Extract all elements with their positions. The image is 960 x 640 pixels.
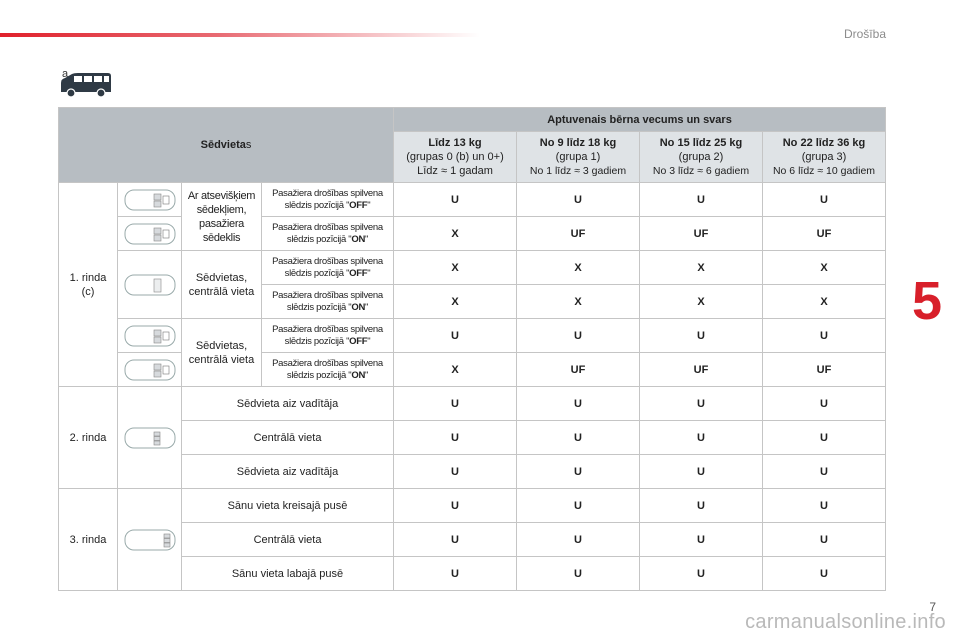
table-cell: U [394,557,517,591]
table-cell: UF [517,353,640,387]
row2-label: 2. rinda [59,387,118,489]
table-cell: U [763,421,886,455]
table-cell: U [763,183,886,217]
table-cell: X [640,251,763,285]
table-cell: U [394,387,517,421]
airbag-on-condition: Pasažiera drošības spilvena slēdzis pozīcijā "ON" [262,217,394,251]
table-cell: U [763,523,886,557]
seat-diagram [118,183,182,217]
table-cell: X [394,251,517,285]
table-cell: X [394,217,517,251]
seat-off-icon [124,323,176,349]
table-cell: U [394,183,517,217]
table-cell: U [517,183,640,217]
row3-label: 3. rinda [59,489,118,591]
seat-off-icon [124,187,176,213]
seat-diagram [118,217,182,251]
seat-on-icon [124,357,176,383]
table-cell: U [640,557,763,591]
watermark: carmanualsonline.info [745,611,946,633]
table-cell: U [640,455,763,489]
table-cell: U [517,455,640,489]
table-cell: UF [517,217,640,251]
seat-diagram [118,251,182,319]
seat-header: Sēdvietas [59,108,394,183]
row1-label: 1. rinda (c) [59,183,118,387]
table-cell: U [640,523,763,557]
table-cell: X [763,285,886,319]
seat-position-label: Centrālā vieta [182,523,394,557]
table-cell: U [640,421,763,455]
table-cell: U [517,319,640,353]
airbag-on-condition: Pasažiera drošības spilvena slēdzis pozīcijā "ON" [262,285,394,319]
group-header: Līdz 13 kg (grupas 0 (b) un 0+) Līdz ≈ 1 gadam [394,132,517,183]
table-cell: U [394,523,517,557]
seat-diagram [118,387,182,489]
bench-seat-icon [124,272,176,298]
table-cell: UF [640,217,763,251]
table-cell: U [517,557,640,591]
seat-diagram [118,489,182,591]
seat-position-label: Ar atsevišķiem sēdekļiem, pasažiera sēdeklis [182,183,262,251]
seat-diagram [118,353,182,387]
seat-position-label: Sēdvietas, centrālā vieta [182,319,262,387]
table-cell: X [394,285,517,319]
table-cell: X [394,353,517,387]
table-cell: U [394,489,517,523]
section-title: Drošība [843,27,886,41]
seat-position-label: Sānu vieta labajā pusē [182,557,394,591]
group-header: No 15 līdz 25 kg (grupa 2) No 3 līdz ≈ 6 gadiem [640,132,763,183]
table-cell: U [640,319,763,353]
chapter-number: 5 [911,271,942,331]
age-header: Aptuvenais bērna vecums un svars [394,108,886,132]
seat-position-label: Sēdvieta aiz vadītāja [182,455,394,489]
airbag-off-condition: Pasažiera drošības spilvena slēdzis pozīcijā "OFF" [262,183,394,217]
group-header: No 9 līdz 18 kg (grupa 1) No 1 līdz ≈ 3 gadiem [517,132,640,183]
table-cell: U [517,387,640,421]
table-cell: U [763,319,886,353]
table-cell: U [394,455,517,489]
page-number: 7 [929,600,936,614]
table-cell: X [640,285,763,319]
table-cell: U [763,455,886,489]
airbag-off-condition: Pasažiera drošības spilvena slēdzis pozīcijā "OFF" [262,251,394,285]
table-cell: U [517,489,640,523]
table-cell: U [517,421,640,455]
child-seat-table [58,107,886,591]
table-cell: UF [640,353,763,387]
seat-position-label: Centrālā vieta [182,421,394,455]
row3-seat-icon [124,527,176,553]
group-header: No 22 līdz 36 kg (grupa 3) No 6 līdz ≈ 10 gadiem [763,132,886,183]
van-icon [58,70,114,100]
table-cell: U [394,319,517,353]
seat-position-label: Sānu vieta kreisajā pusē [182,489,394,523]
seat-position-label: Sēdvietas, centrālā vieta [182,251,262,319]
table-cell: U [763,489,886,523]
seat-position-label: Sēdvieta aiz vadītāja [182,387,394,421]
seat-on-icon [124,221,176,247]
vehicle-label: a [62,68,69,80]
airbag-off-condition: Pasažiera drošības spilvena slēdzis pozīcijā "OFF" [262,319,394,353]
airbag-on-condition: Pasažiera drošības spilvena slēdzis pozīcijā "ON" [262,353,394,387]
row2-seat-icon [124,425,176,451]
table-cell: X [763,251,886,285]
table-cell: U [640,387,763,421]
table-cell: U [763,557,886,591]
table-cell: UF [763,353,886,387]
table-cell: U [640,489,763,523]
table-cell: UF [763,217,886,251]
seat-diagram [118,319,182,353]
table-cell: X [517,251,640,285]
table-cell: U [517,523,640,557]
table-cell: U [763,387,886,421]
top-accent-bar [0,33,480,37]
table-cell: X [517,285,640,319]
table-cell: U [394,421,517,455]
table-cell: U [640,183,763,217]
